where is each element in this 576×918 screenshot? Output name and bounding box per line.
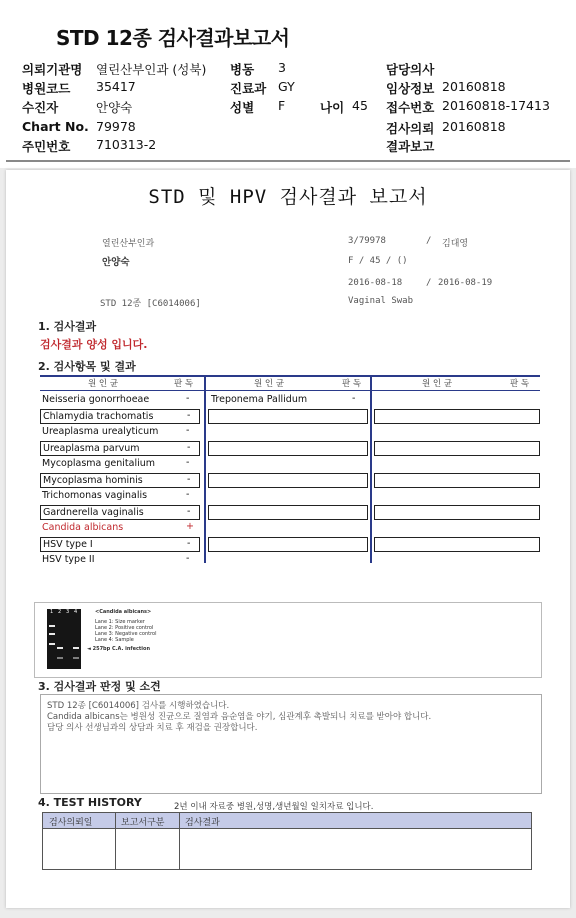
gel-legend-line: Lane 3: Negative control: [95, 631, 157, 637]
table-row: Trichomonas vaginalis -: [42, 489, 190, 501]
empty-cell: [374, 473, 540, 488]
table-row: Chlamydia trachomatis -: [40, 409, 200, 424]
gel-image-panel: [34, 602, 542, 678]
header-org-3: 원 인 균: [422, 379, 453, 389]
report-doctor: 김대영: [442, 239, 469, 249]
id-number-label: 주민번호: [22, 139, 71, 154]
history-note: 2년 이내 자료중 병원,성명,생년월일 일치자료 입니다.: [174, 802, 374, 812]
column-divider-1: [204, 375, 206, 563]
request-value: 20160818: [442, 119, 506, 134]
lane-number: 1: [50, 609, 54, 615]
sex-value: F: [278, 98, 286, 113]
hospital-code-value: 35417: [96, 79, 136, 94]
gel-band: [73, 647, 79, 649]
dept-label: 진료과: [230, 81, 267, 96]
lane-number: 2: [58, 609, 62, 615]
report-specimen: Vaginal Swab: [348, 296, 414, 306]
dept-value: GY: [278, 79, 295, 94]
report-date-2: 2016-08-19: [438, 278, 493, 288]
page-title: STD 12종 검사결과보고서: [56, 26, 290, 50]
report-hospital: 열린산부인과: [102, 239, 155, 249]
table-row: Ureaplasma parvum -: [40, 441, 200, 456]
patient-value: 안양숙: [96, 100, 133, 115]
summary-header: [0, 0, 576, 168]
gel-legend-line: Lane 2: Positive control: [95, 625, 154, 631]
chart-no-label: Chart No.: [22, 119, 89, 134]
ward-label: 병동: [230, 62, 255, 77]
gel-band: [73, 657, 79, 659]
table-header-rule: [40, 390, 540, 391]
hospital-value: 열린산부인과 (성북): [96, 62, 207, 77]
empty-cell: [374, 441, 540, 456]
lane-number: 4: [74, 609, 78, 615]
hospital-code-label: 병원코드: [22, 81, 71, 96]
gel-band: [49, 633, 55, 635]
history-col-report-type: 보고서구분: [121, 818, 165, 828]
request-label: 검사의뢰: [386, 121, 435, 136]
report-sex-age: F / 45 / (): [348, 256, 408, 266]
gel-electrophoresis-image: [47, 609, 81, 669]
table-header: [40, 377, 540, 389]
table-row: HSV type II -: [42, 553, 190, 565]
empty-cell: [374, 537, 540, 552]
opinion-line: Candida albicans는 병원성 진균으로 질염과 음순염을 야기, 심관계후 촉발되니 치료를 받아야 합니다.: [47, 712, 432, 722]
header-judge-3: 판 독: [510, 379, 530, 389]
empty-cell: [374, 505, 540, 520]
table-row-positive: Candida albicans +: [42, 521, 194, 533]
patient-label: 수진자: [22, 100, 59, 115]
empty-cell: [208, 409, 368, 424]
id-number-value: 710313-2: [96, 137, 157, 152]
gel-arrow-label: [87, 646, 150, 652]
gel-arrow-text: 257bp C.A. infection: [92, 646, 151, 652]
gel-caption-title: <Candida albicans>: [95, 609, 152, 615]
gel-band: [57, 647, 63, 649]
table-row: Mycoplasma genitalium -: [42, 457, 190, 469]
table-row: Neisseria gonorrhoeae -: [42, 393, 190, 405]
report-title: STD 및 HPV 검사결과 보고서: [148, 186, 428, 208]
age-label: 나이: [320, 100, 345, 115]
report-document: [6, 170, 570, 908]
sex-label: 성별: [230, 100, 255, 115]
clinical-info-value: 20160818: [442, 79, 506, 94]
report-slash-2: /: [426, 278, 432, 288]
age-value: 45: [352, 98, 368, 113]
gel-legend-line: Lane 4: Sample: [95, 637, 134, 643]
test-history-table: [42, 812, 532, 870]
report-test-name: STD 12종 [C6014006]: [100, 299, 201, 309]
clinical-info-label: 임상정보: [386, 81, 435, 96]
section-1-title: 1. 검사결과: [38, 320, 97, 333]
section-2-title: 2. 검사항목 및 결과: [38, 360, 136, 373]
doctor-label: 담당의사: [386, 62, 435, 77]
arrow-left-icon: ◄: [87, 646, 91, 652]
empty-cell: [208, 505, 368, 520]
test-items-table: [40, 375, 540, 585]
report-date-1: 2016-08-18: [348, 278, 403, 288]
header-judge-1: 판 독: [174, 379, 194, 389]
header-divider: [6, 160, 570, 162]
table-row: HSV type I -: [40, 537, 200, 552]
column-divider-2: [370, 375, 372, 563]
opinion-line: 담당 의사 선생님과의 상담과 치료 후 재검을 권장합니다.: [47, 723, 258, 733]
hospital-label: 의뢰기관명: [22, 62, 83, 77]
ward-value: 3: [278, 60, 286, 75]
chart-no-value: 79978: [96, 119, 136, 134]
receipt-value: 20160818-17413: [442, 98, 550, 113]
table-row: Ureaplasma urealyticum -: [42, 425, 190, 437]
section-3-title: 3. 검사결과 판정 및 소견: [38, 680, 161, 693]
history-table-header: [43, 813, 531, 829]
empty-cell: [208, 473, 368, 488]
report-slash-1: /: [426, 236, 432, 246]
history-col-request-date: 검사의뢰일: [49, 818, 93, 828]
empty-cell: [208, 537, 368, 552]
report-chart: 3/79978: [348, 236, 386, 246]
table-row: Mycoplasma hominis -: [40, 473, 200, 488]
receipt-label: 접수번호: [386, 100, 435, 115]
table-row: Gardnerella vaginalis -: [40, 505, 200, 520]
opinion-line: STD 12종 [C6014006] 검사를 시행하였습니다.: [47, 701, 230, 711]
gel-band: [49, 625, 55, 627]
gel-legend-line: Lane 1: Size marker: [95, 619, 145, 625]
report-label: 결과보고: [386, 139, 435, 154]
header-judge-2: 판 독: [342, 379, 362, 389]
empty-cell: [208, 441, 368, 456]
gel-band: [57, 657, 63, 659]
lane-number: 3: [66, 609, 70, 615]
section-4-title: 4. TEST HISTORY: [38, 796, 142, 809]
header-org-2: 원 인 균: [254, 379, 285, 389]
table-row: Treponema Pallidum -: [211, 393, 356, 405]
history-divider: [115, 813, 116, 869]
positive-result-text: 검사결과 양성 입니다.: [40, 338, 148, 351]
gel-band: [49, 643, 55, 645]
history-divider: [179, 813, 180, 869]
header-org-1: 원 인 균: [88, 379, 119, 389]
empty-cell: [374, 409, 540, 424]
opinion-box: [40, 694, 542, 794]
history-col-result: 검사결과: [185, 818, 220, 828]
report-patient: 안양숙: [102, 257, 130, 268]
